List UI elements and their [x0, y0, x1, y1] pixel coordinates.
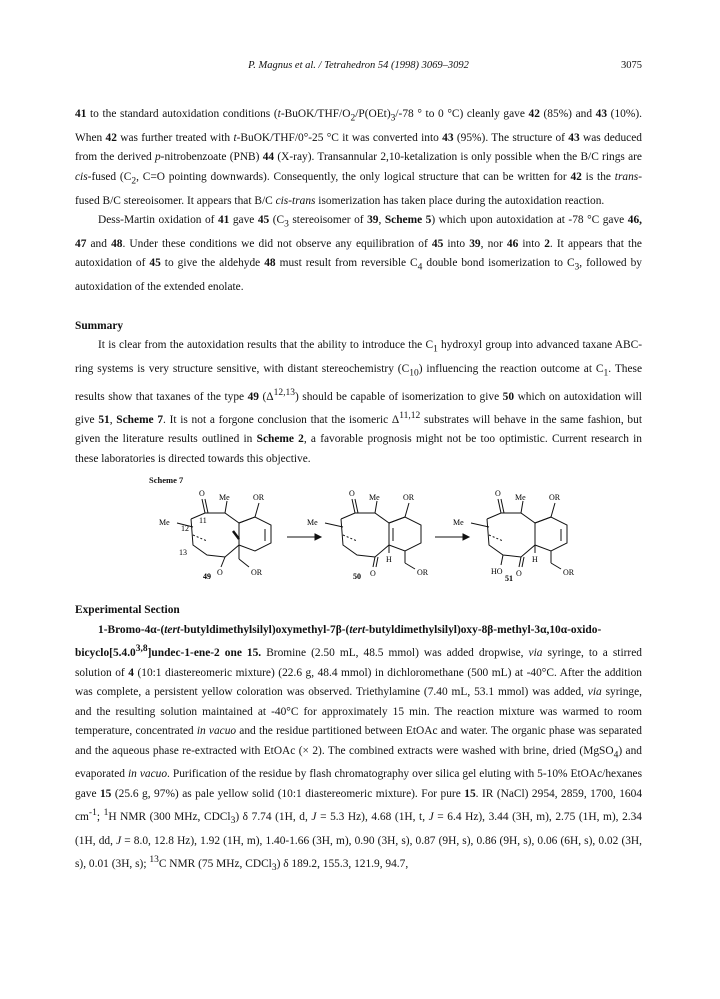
structure-50 [325, 499, 421, 569]
compound-title: 1-Bromo-4α-(tert-butyldimethylsilyl)oxymethyl-7β-(tert-butyldimethylsilyl)oxy-8β-methyl-3α,10α-oxido-bicyclo[5.4.0$^{3,8}$]undec-1-ene-2 one 15. [75, 623, 602, 660]
body-text [75, 105, 642, 879]
paragraph-experimental-15: 1-Bromo-4α-(tert-butyldimethylsilyl)oxymethyl-7β-(tert-butyldimethylsilyl)oxy-8β-methyl-3α,10α-oxido-bicyclo[5.4.0$^{3,8}$]undec-1-ene-2 one 15. Bromine (2.50 mL, 48.5 mmol) was added dropwise, via syringe, to a stirred solution of 4 (10:1 diastereomeric mixture) (22.6 g, 48.4 mmol) in dichloromethane (500 mL) at -40°C. After the addition was complete, a persistent yellow coloration was observed. Triethylamine (7.40 mL, 53.1 mmol) was added, via syringe, and the resulting solution maintained at -40°C for approximately 15 min. The reaction mixture was warmed to room temperature, concentrated in vacuo and the residue partitioned between EtOAc and water. The organic phase was separated and the aqueous phase re-extracted with EtOAc (× 2). The combined extracts were washed with brine, dried (MgSO$_4$) and evaporated in vacuo. Purification of the residue by flash chromatography over silica gel eluting with 5-10% EtOAc/hexanes gave 15 (25.6 g, 97%) as pale yellow solid (10:1 diastereomeric mixture). For pure 15. IR (NaCl) 2954, 2859, 1700, 1604 $cm^{-1}$; $^1$H NMR (300 MHz, CDCl$_3$) δ 7.74 (1H, d, J = 5.3 Hz), 4.68 (1H, t, J = 6.4 Hz), 3.44 (3H, m), 2.75 (1H, m), 2.34 (1H, dd, J = 8.0, 12.8 Hz), 1.92 (1H, m), 1.40-1.66 (3H, m), 0.90 (3H, s), 0.87 (9H, s), 0.86 (9H, s), 0.06 (6H, s), 0.02 (3H, s), 0.01 (3H, s); $^{13}$C NMR (75 MHz, CDCl$_3$) δ 189.2, 155.3, 121.9, 94.7, [75, 623, 643, 874]
atom-or: OR [253, 493, 265, 503]
atom-or: OR [403, 493, 415, 503]
scheme-7-structures [155, 483, 575, 581]
atom-o: O [370, 569, 376, 579]
atom-number-12: 12 [181, 524, 189, 534]
atom-or: OR [251, 568, 263, 578]
atom-me: Me [159, 518, 170, 528]
structure-49 [177, 499, 271, 567]
compound-number: 49 [203, 572, 211, 582]
running-title: P. Magnus et al. / Tetrahedron 54 (1998) 3069–3092 [248, 60, 469, 71]
paragraph-autoxidation-41: 41 to the standard autoxidation conditions ($t-BuOK/THF/O_2/P(OEt)_3/-78$ ° to 0 °C) cleanly gave 42 (85%) and 43 (10%). When 42 was further treated with t-BuOK/THF/0°-25 °C it was converted into 43 (95%). The structure of 43 was deduced from the derived p-nitrobenzoate (PNB) 44 (X-ray). Transannular 2,10-ketalization is only possible when the B/C rings are cis-fused ($C_2$, C=O pointing downwards). Consequently, the only logical structure that can be written for 42 is the trans-fused B/C stereoisomer. It appears that B/C cis-trans isomerization has taken place during the autoxidation reaction. [75, 108, 642, 207]
atom-me: Me [453, 518, 464, 528]
atom-or: OR [563, 568, 575, 578]
atom-me: Me [307, 518, 318, 528]
atom-me: Me [369, 493, 380, 503]
experimental-heading: Experimental Section [75, 604, 180, 617]
atom-h: H [532, 555, 538, 565]
atom-me: Me [219, 493, 230, 503]
scheme-7 [75, 471, 642, 581]
atom-or: OR [549, 493, 561, 503]
atom-o: O [217, 568, 223, 578]
atom-o: O [199, 489, 205, 499]
scheme-label: Scheme 7 [149, 475, 184, 486]
paragraph-dess-martin: Dess-Martin oxidation of 41 gave 45 ($C_3$ stereoisomer of 39, Scheme 5) which upon autoxidation at -78 °C gave 46, 47 and 48. Under these conditions we did not observe any equilibration of 45 into 39, nor 46 into 2. It appears that the autoxidation of 45 to give the aldehyde 48 must result from reversible $C_4$ double bond isomerization to $C_3$, followed by autoxidation of the extended enolate. [75, 214, 642, 294]
atom-ho: HO [491, 567, 503, 577]
compound-number: 50 [353, 572, 361, 582]
compound-number: 51 [505, 574, 513, 582]
atom-number-13: 13 [179, 548, 187, 558]
atom-o: O [349, 489, 355, 499]
structure-51 [471, 499, 567, 569]
atom-number-11: 11 [199, 516, 207, 526]
atom-or: OR [417, 568, 429, 578]
atom-me: Me [515, 493, 526, 503]
summary-heading: Summary [75, 319, 124, 332]
atom-h: H [386, 555, 392, 565]
atom-o: O [495, 489, 501, 499]
paragraph-summary: It is clear from the autoxidation results that the ability to introduce the $C_1$ hydroxyl group into advanced taxane ABC-ring systems is very structure sensitive, with distant stereochemistry $(C_{10})$ influencing the reaction outcome at $C_1$. These results show that taxanes of the type 49 $(\Delta^{12,13})$ should be capable of isomerization to give 50 which on autoxidation will give 51, Scheme 7. It is not a forgone conclusion that the isomeric Δ$^{11,12}$ substrates will behave in the same fashion, but given the literature results outlined in Scheme 2, a favorable prognosis might not be too optimistic. Current research in these laboratories is directed towards this objective. [75, 339, 643, 465]
page-number: 3075 [621, 60, 642, 71]
atom-o: O [516, 569, 522, 579]
